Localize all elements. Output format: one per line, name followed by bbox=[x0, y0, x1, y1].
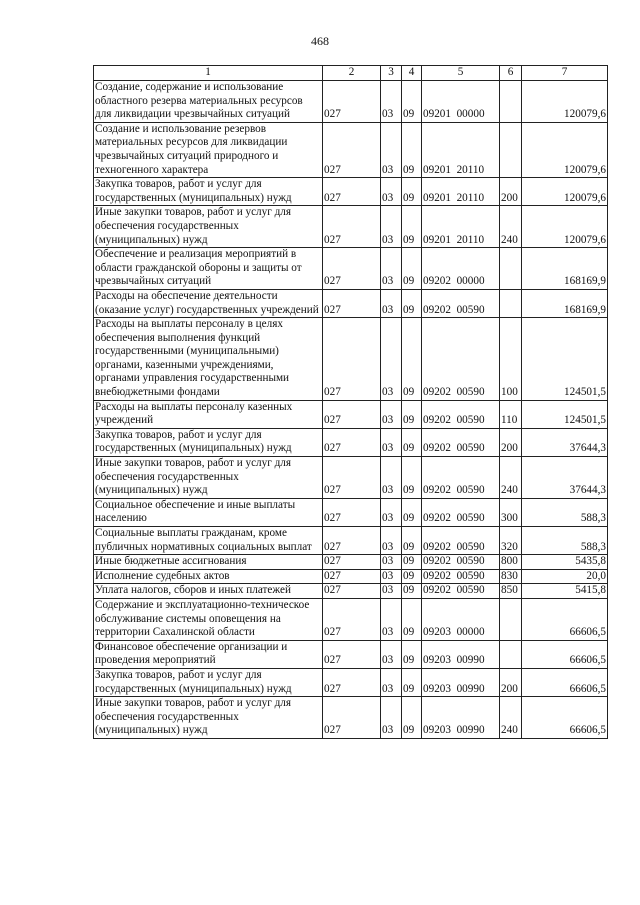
row-csr-cell: 09202 00590 bbox=[422, 318, 500, 401]
row-vr-cell: 240 bbox=[500, 457, 522, 499]
row-rz-cell: 03 bbox=[381, 428, 402, 456]
row-pr-cell: 09 bbox=[402, 668, 422, 696]
column-header-3: 3 bbox=[381, 66, 402, 81]
row-sum-cell: 5415,8 bbox=[522, 584, 608, 599]
page-number: 468 bbox=[311, 34, 329, 48]
row-rz-cell: 03 bbox=[381, 527, 402, 555]
row-pr-cell: 09 bbox=[402, 640, 422, 668]
table-row bbox=[94, 668, 608, 696]
row-csr-cell: 09202 00590 bbox=[422, 569, 500, 584]
row-pr-cell: 09 bbox=[402, 122, 422, 177]
row-csr-cell: 09201 20110 bbox=[422, 206, 500, 248]
column-header-5: 5 bbox=[422, 66, 500, 81]
table-row bbox=[94, 400, 608, 428]
row-rz-cell: 03 bbox=[381, 457, 402, 499]
row-pr-cell: 09 bbox=[402, 428, 422, 456]
row-ved-cell: 027 bbox=[323, 555, 381, 570]
row-pr-cell: 09 bbox=[402, 584, 422, 599]
row-csr-cell: 09201 00000 bbox=[422, 81, 500, 123]
row-sum-cell: 37644,3 bbox=[522, 457, 608, 499]
row-ved-cell: 027 bbox=[323, 640, 381, 668]
row-sum-cell: 120079,6 bbox=[522, 178, 608, 206]
row-ved-cell: 027 bbox=[323, 569, 381, 584]
row-vr-cell: 300 bbox=[500, 498, 522, 526]
row-vr-cell: 200 bbox=[500, 178, 522, 206]
row-ved-cell: 027 bbox=[323, 178, 381, 206]
row-ved-cell: 027 bbox=[323, 206, 381, 248]
row-name-cell: Иные закупки товаров, работ и услуг для обеспечения государственных (муниципальных) нужд bbox=[94, 697, 323, 739]
row-csr-cell: 09202 00590 bbox=[422, 555, 500, 570]
row-rz-cell: 03 bbox=[381, 555, 402, 570]
row-vr-cell: 100 bbox=[500, 318, 522, 401]
row-pr-cell: 09 bbox=[402, 178, 422, 206]
row-sum-cell: 588,3 bbox=[522, 498, 608, 526]
table-row bbox=[94, 248, 608, 290]
row-csr-cell: 09202 00590 bbox=[422, 527, 500, 555]
row-name-cell: Финансовое обеспечение организации и проведения мероприятий bbox=[94, 640, 323, 668]
row-sum-cell: 120079,6 bbox=[522, 81, 608, 123]
row-csr-cell: 09202 00590 bbox=[422, 498, 500, 526]
row-name-cell: Обеспечение и реализация мероприятий в области гражданской обороны и защиты от чрезвычайных ситуаций bbox=[94, 248, 323, 290]
row-name-cell: Социальное обеспечение и иные выплаты населению bbox=[94, 498, 323, 526]
row-name-cell: Уплата налогов, сборов и иных платежей bbox=[94, 584, 323, 599]
row-rz-cell: 03 bbox=[381, 697, 402, 739]
row-name-cell: Закупка товаров, работ и услуг для государственных (муниципальных) нужд bbox=[94, 668, 323, 696]
table-row bbox=[94, 81, 608, 123]
row-vr-cell: 850 bbox=[500, 584, 522, 599]
row-sum-cell: 66606,5 bbox=[522, 668, 608, 696]
row-sum-cell: 124501,5 bbox=[522, 400, 608, 428]
row-csr-cell: 09203 00990 bbox=[422, 640, 500, 668]
row-ved-cell: 027 bbox=[323, 598, 381, 640]
row-sum-cell: 66606,5 bbox=[522, 598, 608, 640]
row-pr-cell: 09 bbox=[402, 206, 422, 248]
table-row bbox=[94, 206, 608, 248]
table-row bbox=[94, 640, 608, 668]
row-vr-cell bbox=[500, 640, 522, 668]
row-sum-cell: 124501,5 bbox=[522, 318, 608, 401]
row-pr-cell: 09 bbox=[402, 697, 422, 739]
table-row bbox=[94, 555, 608, 570]
row-name-cell: Закупка товаров, работ и услуг для государственных (муниципальных) нужд bbox=[94, 428, 323, 456]
row-rz-cell: 03 bbox=[381, 640, 402, 668]
row-pr-cell: 09 bbox=[402, 598, 422, 640]
table-row bbox=[94, 178, 608, 206]
row-pr-cell: 09 bbox=[402, 457, 422, 499]
row-csr-cell: 09202 00590 bbox=[422, 428, 500, 456]
row-rz-cell: 03 bbox=[381, 584, 402, 599]
row-ved-cell: 027 bbox=[323, 318, 381, 401]
budget-table bbox=[93, 65, 608, 739]
row-ved-cell: 027 bbox=[323, 289, 381, 317]
row-ved-cell: 027 bbox=[323, 668, 381, 696]
row-name-cell: Исполнение судебных актов bbox=[94, 569, 323, 584]
row-ved-cell: 027 bbox=[323, 122, 381, 177]
row-rz-cell: 03 bbox=[381, 598, 402, 640]
row-name-cell: Закупка товаров, работ и услуг для государственных (муниципальных) нужд bbox=[94, 178, 323, 206]
row-sum-cell: 168169,9 bbox=[522, 248, 608, 290]
row-vr-cell bbox=[500, 248, 522, 290]
row-vr-cell: 200 bbox=[500, 668, 522, 696]
table-row bbox=[94, 318, 608, 401]
row-ved-cell: 027 bbox=[323, 498, 381, 526]
row-rz-cell: 03 bbox=[381, 289, 402, 317]
column-header-4: 4 bbox=[402, 66, 422, 81]
row-pr-cell: 09 bbox=[402, 555, 422, 570]
row-vr-cell bbox=[500, 598, 522, 640]
row-pr-cell: 09 bbox=[402, 527, 422, 555]
row-pr-cell: 09 bbox=[402, 569, 422, 584]
row-sum-cell: 66606,5 bbox=[522, 640, 608, 668]
table-row bbox=[94, 527, 608, 555]
row-name-cell: Иные бюджетные ассигнования bbox=[94, 555, 323, 570]
row-vr-cell: 800 bbox=[500, 555, 522, 570]
table-row bbox=[94, 569, 608, 584]
row-rz-cell: 03 bbox=[381, 81, 402, 123]
row-sum-cell: 168169,9 bbox=[522, 289, 608, 317]
row-rz-cell: 03 bbox=[381, 318, 402, 401]
row-name-cell: Иные закупки товаров, работ и услуг для обеспечения государственных (муниципальных) нужд bbox=[94, 206, 323, 248]
row-ved-cell: 027 bbox=[323, 400, 381, 428]
table-header-row bbox=[94, 66, 608, 81]
row-csr-cell: 09202 00000 bbox=[422, 248, 500, 290]
row-pr-cell: 09 bbox=[402, 248, 422, 290]
row-rz-cell: 03 bbox=[381, 206, 402, 248]
row-rz-cell: 03 bbox=[381, 178, 402, 206]
row-sum-cell: 66606,5 bbox=[522, 697, 608, 739]
row-vr-cell: 240 bbox=[500, 697, 522, 739]
row-csr-cell: 09202 00590 bbox=[422, 457, 500, 499]
row-rz-cell: 03 bbox=[381, 569, 402, 584]
table-row bbox=[94, 584, 608, 599]
row-vr-cell: 830 bbox=[500, 569, 522, 584]
row-ved-cell: 027 bbox=[323, 81, 381, 123]
column-header-2: 2 bbox=[323, 66, 381, 81]
row-pr-cell: 09 bbox=[402, 81, 422, 123]
row-ved-cell: 027 bbox=[323, 527, 381, 555]
row-sum-cell: 588,3 bbox=[522, 527, 608, 555]
column-header-6: 6 bbox=[500, 66, 522, 81]
row-ved-cell: 027 bbox=[323, 584, 381, 599]
row-vr-cell bbox=[500, 289, 522, 317]
row-name-cell: Расходы на выплаты персоналу в целях обеспечения выполнения функций государственными (муниципальными) органами, казенными учреждениями, органами управления государственными внебюджетными фондами bbox=[94, 318, 323, 401]
row-vr-cell: 240 bbox=[500, 206, 522, 248]
row-name-cell: Расходы на обеспечение деятельности (оказание услуг) государственных учреждений bbox=[94, 289, 323, 317]
table-row bbox=[94, 598, 608, 640]
row-sum-cell: 5435,8 bbox=[522, 555, 608, 570]
row-ved-cell: 027 bbox=[323, 457, 381, 499]
table-row bbox=[94, 697, 608, 739]
row-vr-cell: 110 bbox=[500, 400, 522, 428]
table-row bbox=[94, 428, 608, 456]
row-name-cell: Создание, содержание и использование областного резерва материальных ресурсов для ликвидации чрезвычайных ситуаций bbox=[94, 81, 323, 123]
row-pr-cell: 09 bbox=[402, 400, 422, 428]
row-sum-cell: 37644,3 bbox=[522, 428, 608, 456]
row-ved-cell: 027 bbox=[323, 428, 381, 456]
table-body bbox=[94, 81, 608, 739]
row-name-cell: Создание и использование резервов материальных ресурсов для ликвидации чрезвычайных ситуаций природного и техногенного характера bbox=[94, 122, 323, 177]
row-csr-cell: 09203 00990 bbox=[422, 697, 500, 739]
row-csr-cell: 09201 20110 bbox=[422, 122, 500, 177]
table-row bbox=[94, 122, 608, 177]
row-rz-cell: 03 bbox=[381, 122, 402, 177]
row-vr-cell bbox=[500, 81, 522, 123]
row-ved-cell: 027 bbox=[323, 248, 381, 290]
row-csr-cell: 09203 00990 bbox=[422, 668, 500, 696]
row-name-cell: Содержание и эксплуатационно-техническое обслуживание системы оповещения на территории Сахалинской области bbox=[94, 598, 323, 640]
row-sum-cell: 120079,6 bbox=[522, 206, 608, 248]
row-pr-cell: 09 bbox=[402, 289, 422, 317]
table-row bbox=[94, 289, 608, 317]
column-header-7: 7 bbox=[522, 66, 608, 81]
table-row bbox=[94, 457, 608, 499]
row-csr-cell: 09202 00590 bbox=[422, 400, 500, 428]
column-header-1: 1 bbox=[94, 66, 323, 81]
row-ved-cell: 027 bbox=[323, 697, 381, 739]
row-rz-cell: 03 bbox=[381, 668, 402, 696]
row-rz-cell: 03 bbox=[381, 248, 402, 290]
row-name-cell: Расходы на выплаты персоналу казенных учреждений bbox=[94, 400, 323, 428]
table-row bbox=[94, 498, 608, 526]
row-name-cell: Социальные выплаты гражданам, кроме публичных нормативных социальных выплат bbox=[94, 527, 323, 555]
row-name-cell: Иные закупки товаров, работ и услуг для обеспечения государственных (муниципальных) нужд bbox=[94, 457, 323, 499]
row-vr-cell: 200 bbox=[500, 428, 522, 456]
row-pr-cell: 09 bbox=[402, 498, 422, 526]
row-sum-cell: 120079,6 bbox=[522, 122, 608, 177]
row-vr-cell: 320 bbox=[500, 527, 522, 555]
row-rz-cell: 03 bbox=[381, 400, 402, 428]
row-csr-cell: 09202 00590 bbox=[422, 289, 500, 317]
row-rz-cell: 03 bbox=[381, 498, 402, 526]
row-csr-cell: 09202 00590 bbox=[422, 584, 500, 599]
row-csr-cell: 09201 20110 bbox=[422, 178, 500, 206]
row-vr-cell bbox=[500, 122, 522, 177]
row-pr-cell: 09 bbox=[402, 318, 422, 401]
row-sum-cell: 20,0 bbox=[522, 569, 608, 584]
row-csr-cell: 09203 00000 bbox=[422, 598, 500, 640]
